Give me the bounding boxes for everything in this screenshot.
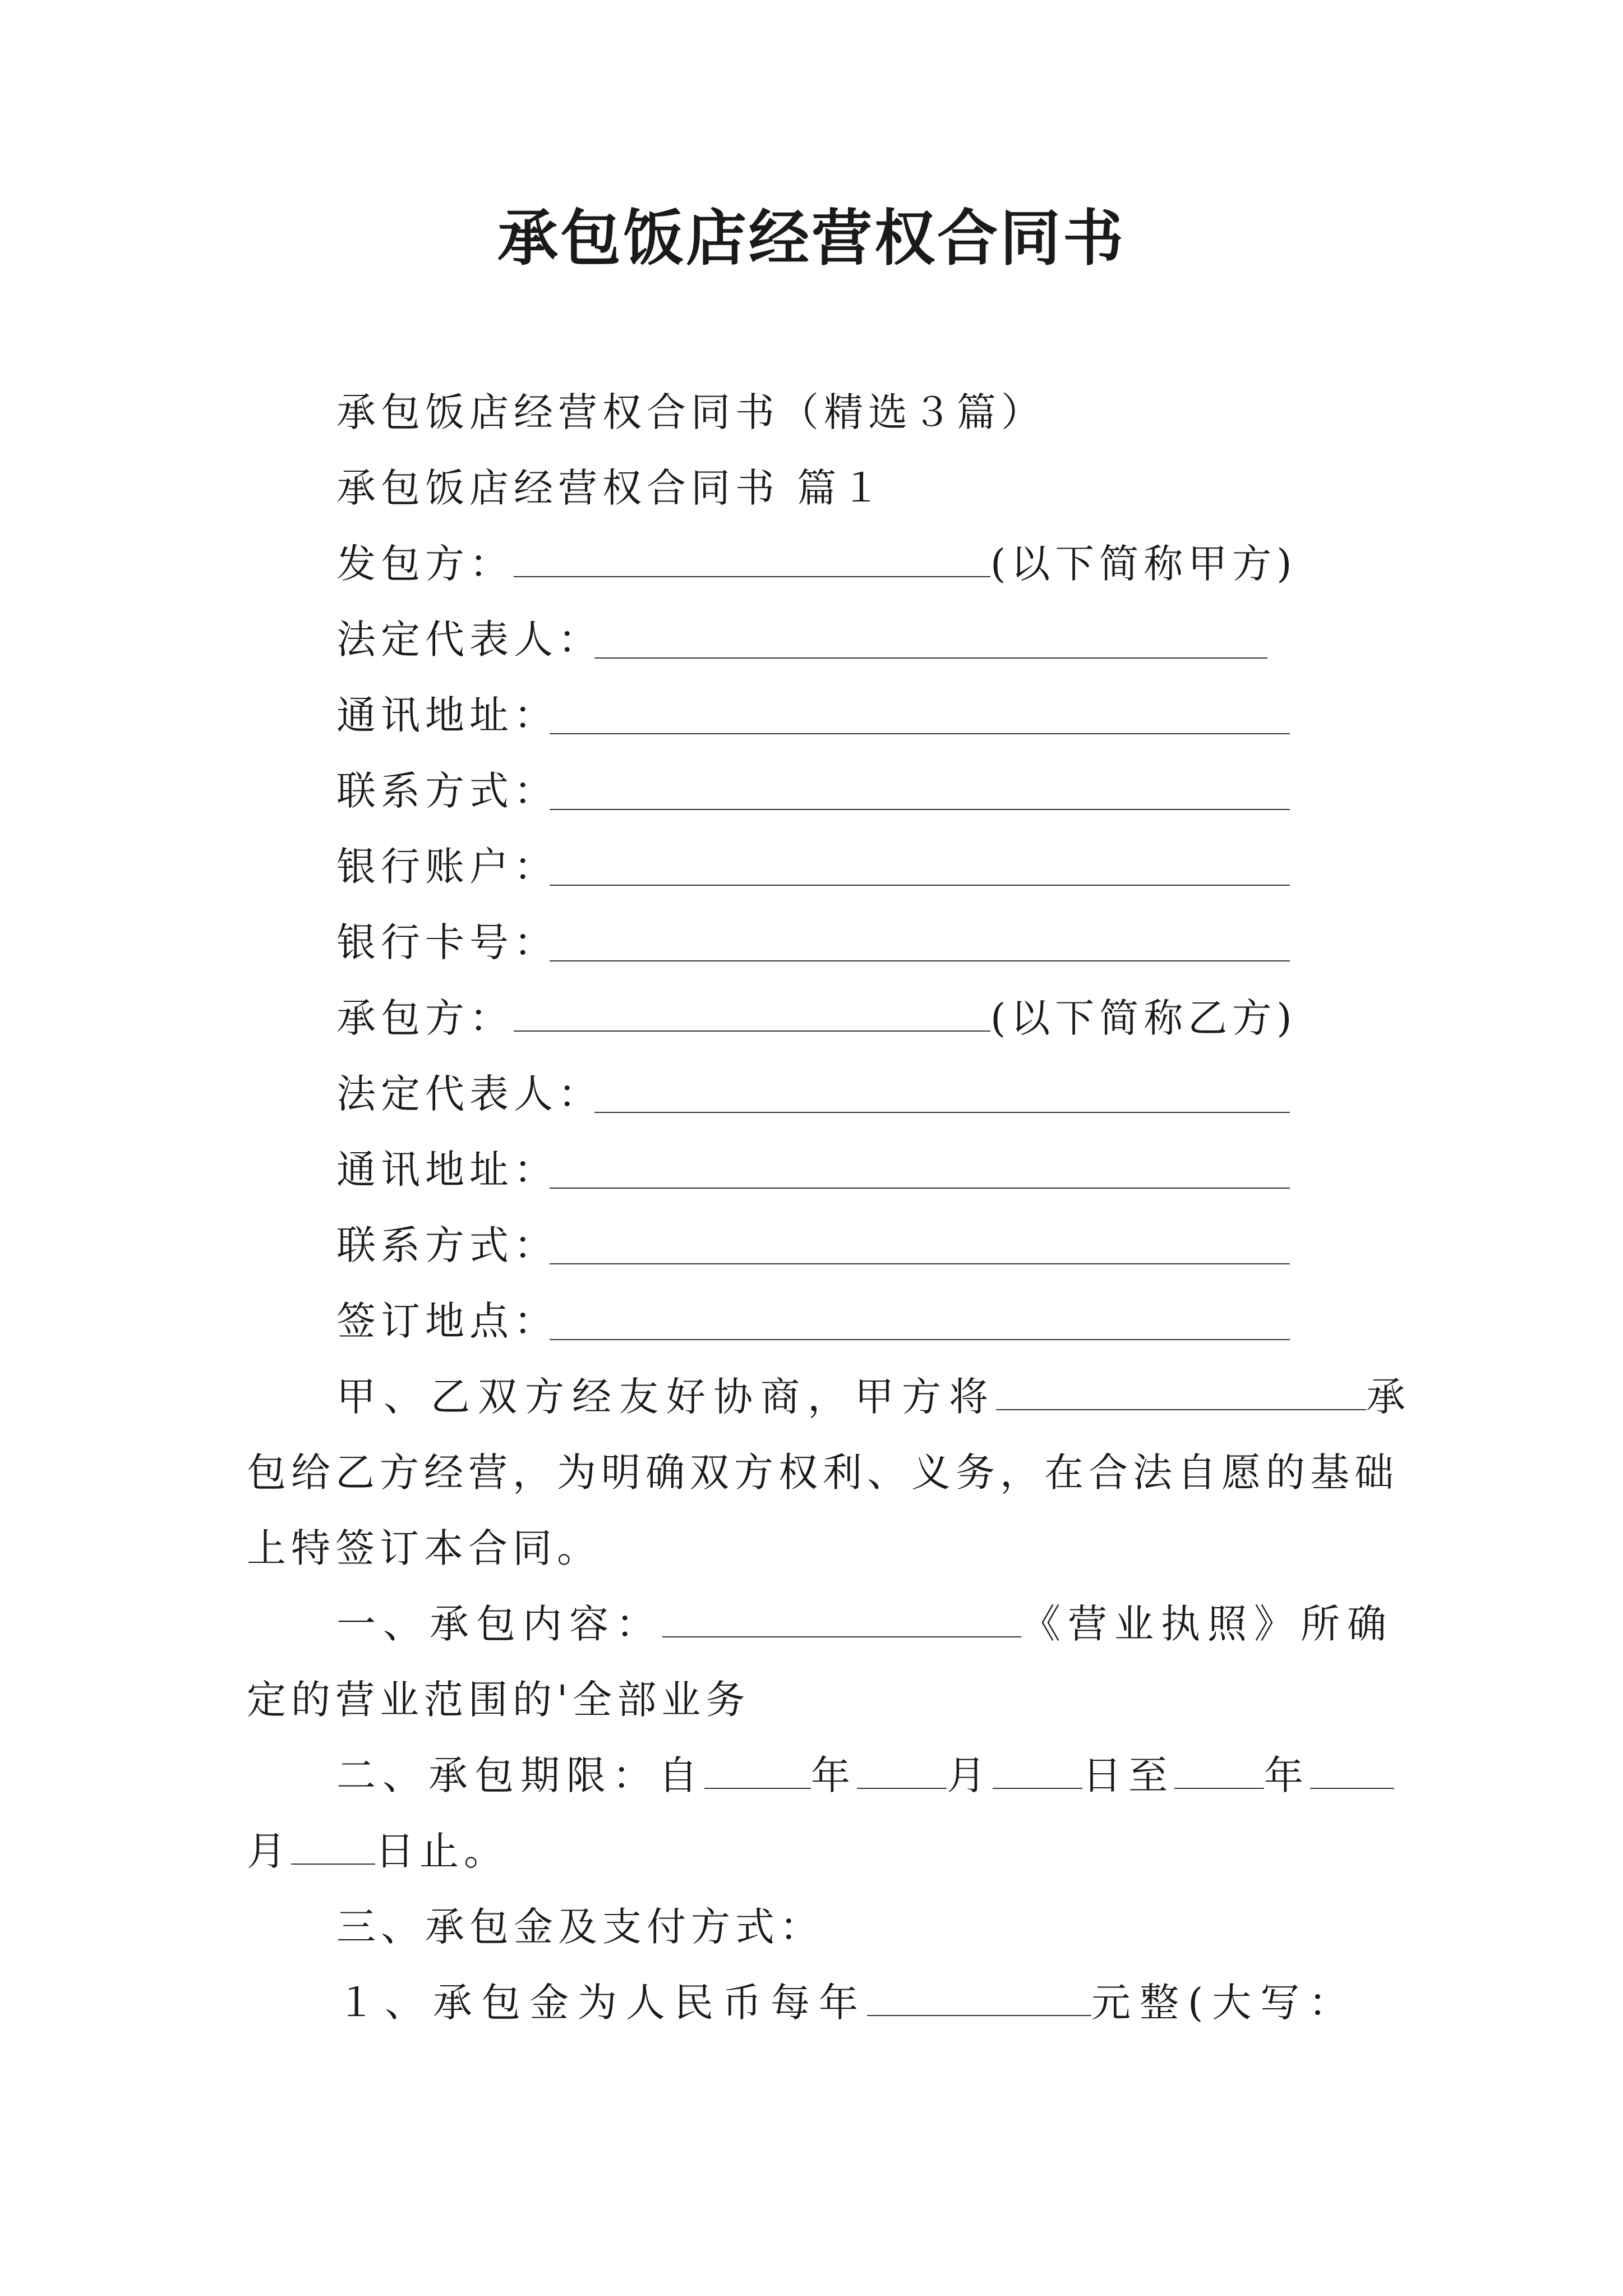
party-b-field-blank <box>550 1339 1290 1340</box>
party-b-field-label: 联系方式： <box>336 1222 558 1268</box>
clause-1-line-1 <box>336 1596 1394 1652</box>
party-b-field-label: 通讯地址： <box>336 1147 558 1193</box>
party-b-field-label: 法定代表人： <box>336 1071 602 1117</box>
section-heading: 承包饭店经营权合同书 篇１ <box>336 465 886 511</box>
clause-3-heading: 三、承包金及支付方式： <box>336 1904 824 1950</box>
clause-2-blank <box>993 1749 1082 1789</box>
document-subtitle: 承包饭店经营权合同书（精选３篇） <box>336 389 1045 435</box>
party-b-suffix: (以下简称乙方) <box>990 995 1297 1041</box>
clause-2-blank <box>1174 1749 1264 1789</box>
party-b-field-label: 签订地点： <box>336 1298 558 1344</box>
party-a-field-blank <box>550 960 1290 961</box>
party-a-field-blank <box>550 733 1290 734</box>
intro-text: 甲、乙双方经友好协商，甲方将 <box>336 1374 996 1420</box>
clause-2-text: 日止。 <box>375 1828 508 1874</box>
party-a-field-label: 法定代表人： <box>336 616 602 662</box>
clause-1-text: 一、承包内容： <box>336 1601 662 1647</box>
intro-text: 承 <box>1366 1374 1413 1420</box>
intro-line-3: 上特签订本合同。 <box>247 1525 601 1571</box>
party-a-field-blank <box>594 657 1267 659</box>
clause-1-text: 《营业执照》所确 <box>1021 1601 1394 1647</box>
party-a-field-blank <box>550 885 1290 886</box>
intro-line-1 <box>336 1369 1413 1425</box>
party-b-field-blank <box>550 1188 1290 1189</box>
clause-2-blank <box>1310 1749 1394 1789</box>
clause-2-text: 日至 <box>1082 1752 1174 1798</box>
clause-2-blank <box>704 1749 811 1789</box>
party-a-field-label: 通讯地址： <box>336 692 558 738</box>
party-a-field-label: 银行账户： <box>336 844 558 890</box>
clause-3-text: １、承包金为人民币每年 <box>336 1980 867 2026</box>
clause-3-blank <box>867 1976 1091 2016</box>
clause-3-text: 元整(大写： <box>1091 1980 1357 2026</box>
clause-1-blank <box>662 1597 1021 1637</box>
intro-blank <box>996 1370 1366 1410</box>
party-b-field-blank <box>594 1112 1290 1113</box>
party-b-line <box>336 990 1297 1046</box>
clause-2-blank <box>857 1749 947 1789</box>
clause-2-text: 月 <box>247 1828 291 1874</box>
clause-2-text: 年 <box>811 1752 857 1798</box>
party-a-label: 发包方： <box>336 541 514 587</box>
clause-2-line-2 <box>247 1823 508 1879</box>
clause-3-item-1 <box>336 1975 1357 2031</box>
clause-2-text: 月 <box>947 1752 993 1798</box>
clause-2-text: 年 <box>1264 1752 1310 1798</box>
clause-2-text: 二、承包期限：自 <box>336 1752 704 1798</box>
clause-2-blank <box>291 1824 375 1865</box>
party-a-line <box>336 536 1297 592</box>
party-b-field-blank <box>550 1263 1290 1264</box>
document-title: 承包饭店经营权合同书 <box>497 203 1126 274</box>
party-a-field-blank <box>550 809 1290 810</box>
intro-line-2: 包给乙方经营，为明确双方权利、义务，在合法自愿的基础 <box>247 1450 1399 1496</box>
party-a-field-label: 联系方式： <box>336 768 558 814</box>
party-a-suffix: (以下简称甲方) <box>990 541 1297 587</box>
party-b-blank <box>514 991 990 1032</box>
party-a-blank <box>514 537 990 577</box>
party-a-field-label: 银行卡号： <box>336 919 558 965</box>
clause-2-line-1 <box>336 1747 1394 1803</box>
party-b-label: 承包方： <box>336 995 514 1041</box>
clause-1-line-2: 定的营业范围的'全部业务 <box>247 1677 750 1723</box>
